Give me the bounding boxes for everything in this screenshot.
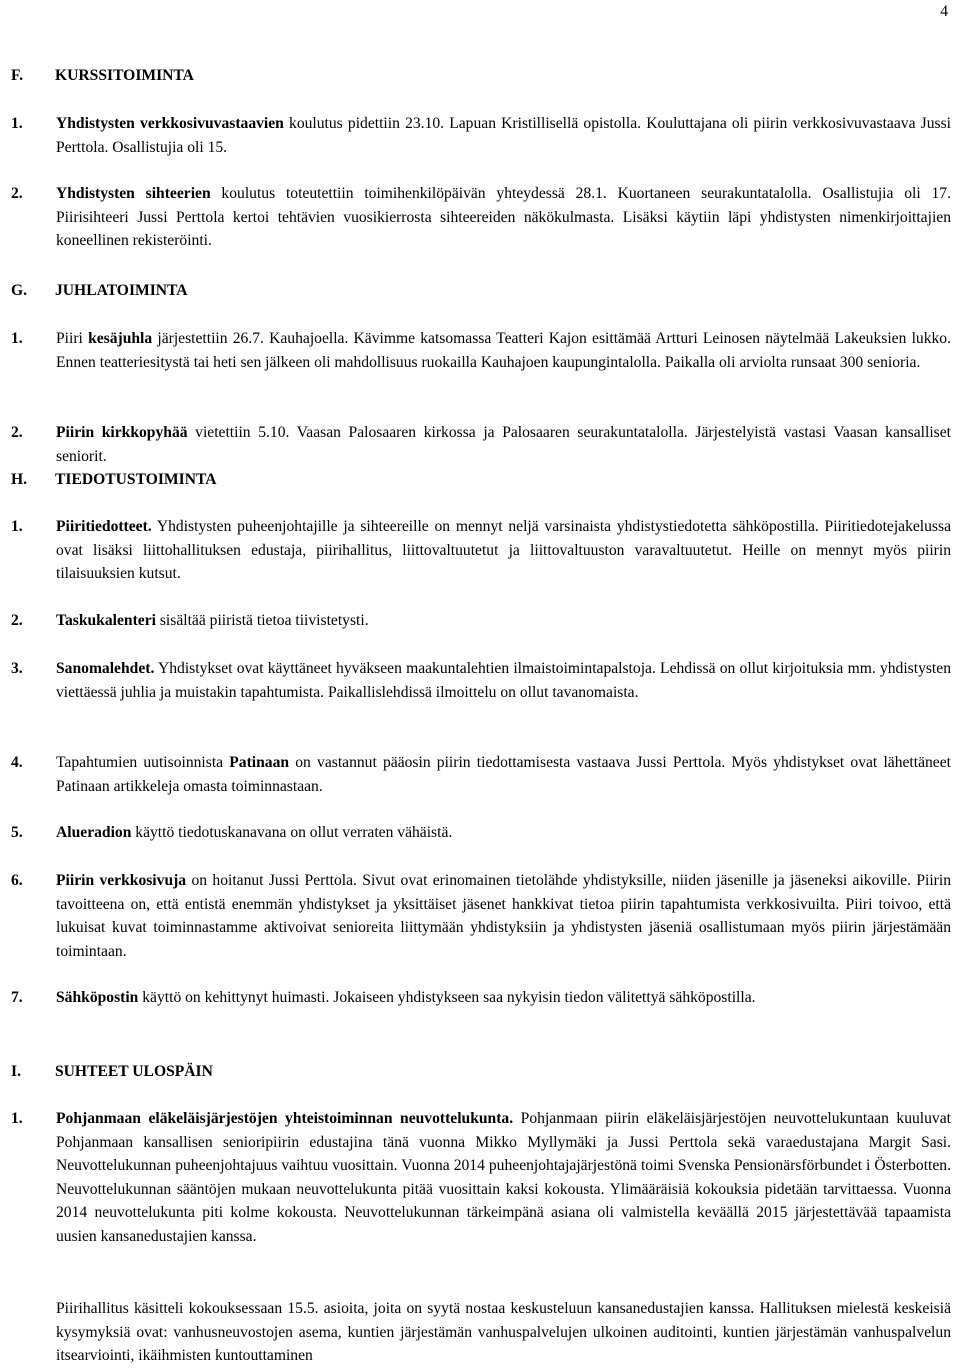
list-item — [11, 821, 951, 845]
list-item — [11, 986, 951, 1010]
item-bold: Taskukalenteri — [56, 612, 156, 629]
item-number: 2. — [11, 424, 23, 441]
item-number: 5. — [11, 824, 23, 841]
item-pre: Piiri — [56, 330, 89, 347]
item-text: käyttö on kehittynyt huimasti. Jokaiseen yhdistykseen saa nykyisin tiedon välitettyä sähköpostilla. — [138, 989, 756, 1006]
section-heading-i — [11, 1060, 213, 1084]
page-number: 4 — [940, 3, 948, 20]
item-bold: Yhdistysten verkkosivuvastaavien — [56, 115, 284, 132]
list-item — [11, 751, 951, 798]
item-text: Yhdistysten puheenjohtajille ja sihteereille on mennyt neljä varsinaista yhdistystiedotetta sähköpostilla. Piiritiedotejakelussa ovat lisäksi liittohallituksen edustaja, piirihallitus, liittovaltuutetut ja liittovaltuuston varavaltuutetut. Heille on mennyt myös piirin tilaisuuksien kutsut. — [56, 518, 951, 583]
item-number: 4. — [11, 754, 23, 771]
list-item — [11, 421, 951, 468]
item-number: 2. — [11, 185, 23, 202]
item-bold: Alueradion — [56, 824, 132, 841]
list-item — [11, 515, 951, 586]
item-pre: Tapahtumien uutisoinnista — [56, 754, 230, 771]
item-bold: Patinaan — [229, 754, 290, 771]
section-title: JUHLATOIMINTA — [55, 282, 188, 299]
item-text: Pohjanmaan piirin eläkeläisjärjestöjen neuvottelukuntaan kuuluvat Pohjanmaan kansallisen senioripiirin edustajina tänä vuonna Mikko Myllymäki ja Jussi Perttola sekä varaedustajana Margit Sasi. Neuvottelukunnan puheenjohtajuus vaihtuu vuosittain. Vuonna 2014 puheenjohtajajärjestönä toimi Svenska Pensionärsförbundet i Österbotten. Neuvottelukunnan sääntöjen mukaan neuvottelukunta pitää vuosittain kaksi kokousta. Ylimääräisiä kokouksia pidetään tarvittaessa. Vuonna 2014 neuvottelukunta piti kolme kokousta. Neuvottelukunnan tärkeimpänä asiana oli valmistella keväällä 2015 järjestettävää tapaamista uusien kansanedustajien kanssa. — [56, 1110, 951, 1245]
item-number: 7. — [11, 989, 23, 1006]
item-number: 3. — [11, 660, 23, 677]
section-title: TIEDOTUSTOIMINTA — [55, 471, 217, 488]
item-bold: Piirin verkkosivuja — [56, 872, 187, 889]
item-text: järjestettiin 26.7. Kauhajoella. Kävimme katsomassa Teatteri Kajon esittämää Artturi Leinosen näytelmää Lakeuksien lukko. Ennen teatteriesitystä tai heti sen jälkeen oli mahdollisuus ruokailla Kauhajoen kaupungintalolla. Paikalla oli arviolta runsaat 300 senioria. — [56, 330, 951, 371]
item-number: 1. — [11, 115, 23, 132]
section-heading-g — [11, 279, 188, 303]
section-heading-h — [11, 468, 216, 492]
list-item — [11, 869, 951, 963]
section-letter: H. — [11, 471, 28, 488]
item-bold: Sanomalehdet. — [56, 660, 155, 677]
section-letter: F. — [11, 67, 23, 84]
list-item — [11, 609, 951, 633]
item-text: Yhdistykset ovat käyttäneet hyväkseen maakuntalehtien ilmaistoimintapalstoja. Lehdissä on ollut kirjoituksia mm. yhdistysten viettäessä juhlia ja muistakin tapahtumista. Paikallislehdissä ilmoittelu on ollut tavanomaista. — [56, 660, 951, 701]
item-text: koulutus pidettiin 23.10. Lapuan Kristillisellä opistolla. Kouluttajana oli piirin verkkosivuvastaava Jussi Perttola. Osallistujia oli 15. — [56, 115, 951, 156]
section-title: SUHTEET ULOSPÄIN — [55, 1063, 213, 1080]
item-number: 1. — [11, 1110, 23, 1127]
item-text: vietettiin 5.10. Vaasan Palosaaren kirkossa ja Palosaaren seurakuntatalolla. Järjestelyistä vastasi Vaasan kansalliset seniorit. — [56, 424, 951, 465]
list-item — [11, 182, 951, 253]
item-bold: Yhdistysten sihteerien — [56, 185, 211, 202]
item-text: on hoitanut Jussi Perttola. Sivut ovat erinomainen tietolähde yhdistyksille, niiden jäsenille ja jäseneksi aikoville. Piirin tavoitteena on, että entistä enemmän yhdistykset ja yksittäiset jäsenet hankkivat tietoa piirin tapahtumista verkkosivuilta. Piiri toivoo, että lukuisat kuvat toiminnastamme aktivoivat senioreita liittymään yhdistyksiin ja yhdistysten jäseniä osallistumaan myös piirin järjestämään toimintaan. — [56, 872, 952, 960]
item-bold: Pohjanmaan eläkeläisjärjestöjen yhteistoiminnan neuvottelukunta. — [56, 1110, 514, 1127]
item-number: 1. — [11, 518, 23, 535]
section-heading-f — [11, 64, 194, 88]
item-bold: Sähköpostin — [56, 989, 139, 1006]
item-text: on vastannut pääosin piirin tiedottamisesta vastaava Jussi Perttola. Myös yhdistykset ovat lähettäneet Patinaan artikkeleja omasta toiminnastaan. — [56, 754, 951, 795]
section-letter: G. — [11, 282, 28, 299]
paragraph: Piirihallitus käsitteli kokouksessaan 15.5. asioita, joita on syytä nostaa keskusteluun kansanedustajien kanssa. Hallituksen mielestä keskeisiä kysymyksiä ovat: vanhusneuvostojen asema, kuntien järjestämän vanhuspalvelujen ulkoinen auditointi, kuntien järjestämän vanhuspalvelun itsearviointi, ikäihmisten kuntouttaminen — [56, 1300, 951, 1365]
item-number: 2. — [11, 612, 23, 629]
item-number: 1. — [11, 330, 23, 347]
item-text: käyttö tiedotuskanavana on ollut verraten vähäistä. — [131, 824, 453, 841]
list-item — [11, 327, 951, 374]
item-text: sisältää piiristä tietoa tiivistetysti. — [155, 612, 369, 629]
item-bold: Piirin kirkkopyhää — [56, 424, 188, 441]
section-title: KURSSITOIMINTA — [55, 67, 194, 84]
section-letter: I. — [11, 1063, 21, 1080]
list-item — [11, 1107, 951, 1249]
item-text: koulutus toteutettiin toimihenkilöpäivän yhteydessä 28.1. Kuortaneen seurakuntatalolla. Osallistujia oli 17. Piirisihteeri Jussi Perttola kertoi tehtävien vuosikierrosta sihteereiden näkökulmasta. Lisäksi käytiin läpi yhdistysten nimenkirjoittajien koneellinen rekisteröinti. — [56, 185, 951, 250]
item-bold: kesäjuhla — [88, 330, 153, 347]
list-item — [11, 112, 951, 159]
item-bold: Piiritiedotteet. — [56, 518, 152, 535]
list-item — [11, 657, 951, 704]
item-number: 6. — [11, 872, 23, 889]
